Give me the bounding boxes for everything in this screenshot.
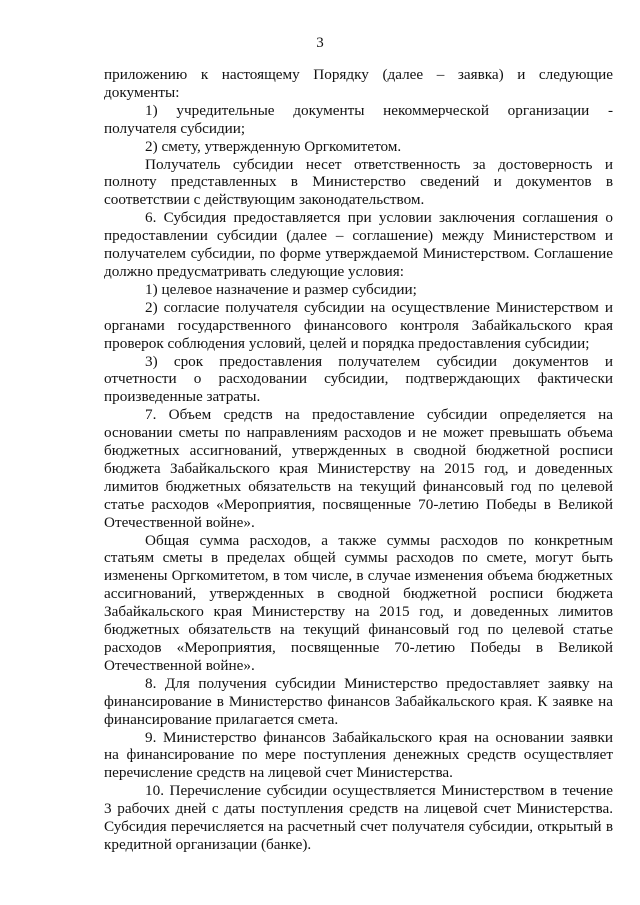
text-line: бюджета Забайкальского края Министерству на 2015 год, и доведенных — [104, 459, 613, 477]
text-line: Субсидия перечисляется на расчетный счет получателя субсидии, открытый в — [104, 818, 613, 836]
text-line: 10. Перечисление субсидии осуществляется Министерством в течение — [145, 782, 613, 800]
text-line: финансирование в Министерство финансов Забайкальского края. К заявке на — [104, 692, 613, 710]
paragraph — [104, 102, 613, 138]
text-line: перечисление средств на лицевой счет Министерства. — [104, 764, 453, 782]
paragraph — [104, 209, 613, 281]
text-line: ассигнований, утвержденных в сводной бюджетной росписи бюджета — [104, 585, 613, 603]
text-line: расходов «Мероприятия, посвященные 70-летию Победы в Великой — [104, 639, 613, 656]
paragraph — [104, 66, 613, 102]
text-line: 1) целевое назначение и размер субсидии; — [145, 280, 417, 298]
text-line: получателя субсидии; — [104, 119, 246, 137]
paragraph — [104, 675, 613, 729]
text-line: Отечественной войне». — [104, 513, 255, 531]
paragraph — [104, 299, 613, 353]
paragraph — [104, 782, 613, 854]
text-line: соответствии с действующим законодательством. — [104, 191, 425, 209]
text-line: полноту представленных в Министерство сведений и документов в — [104, 173, 613, 191]
text-line: лимитов бюджетных обязательств на текущий финансовый год по целевой — [104, 477, 613, 495]
paragraph — [104, 156, 613, 210]
text-line: получателем субсидии, по форме утверждаемой Министерством. Соглашение — [104, 245, 613, 263]
paragraph — [104, 353, 613, 407]
text-line: бюджетных ассигнований, утвержденных в сводной бюджетной росписи — [104, 442, 613, 460]
text-line: отчетности о расходовании субсидии, подтверждающих фактически — [104, 370, 613, 388]
text-line: статье расходов «Мероприятия, посвященные 70-летию Победы в Великой — [104, 495, 613, 513]
paragraph — [104, 138, 613, 156]
text-line: финансирование прилагается смета. — [104, 710, 339, 728]
document-body — [104, 66, 613, 854]
paragraph — [104, 532, 613, 675]
text-line: произведенные затраты. — [104, 388, 261, 406]
text-line: органами государственного финансового контроля Забайкальского края — [104, 316, 613, 334]
text-line: Получатель субсидии несет ответственность за достоверность и — [145, 155, 613, 173]
text-line: статьям сметы в пределах общей суммы расходов по смете, могут быть — [104, 549, 613, 567]
paragraph — [104, 406, 613, 531]
text-line: проверок соблюдения условий, целей и порядка предоставления субсидии; — [104, 334, 590, 352]
text-line: 3) срок предоставления получателем субсидии документов и — [145, 352, 613, 370]
text-line: предоставлении субсидии (далее – соглашение) между Министерством и — [104, 227, 613, 245]
text-line: 2) смету, утвержденную Оргкомитетом. — [145, 137, 402, 155]
paragraph — [104, 281, 613, 299]
text-line: должно предусматривать следующие условия: — [104, 262, 405, 280]
text-line: бюджетных обязательств на текущий финансовый год по целевой статье — [104, 621, 613, 639]
text-line: документы: — [104, 83, 180, 101]
text-line: Забайкальского края Министерству на 2015 год, и доведенных лимитов — [104, 603, 613, 621]
text-line: 3 рабочих дней с даты поступления средств на лицевой счет Министерства. — [104, 800, 613, 818]
text-line: на финансирование по мере поступления денежных средств осуществляет — [104, 746, 613, 764]
text-line: 7. Объем средств на предоставление субсидии определяется на — [145, 406, 613, 424]
text-line: 9. Министерство финансов Забайкальского края на основании заявки — [145, 728, 613, 746]
text-line: Отечественной войне». — [104, 656, 255, 674]
paragraph — [104, 729, 613, 783]
text-line: Общая сумма расходов, а также суммы расходов по конкретным — [145, 531, 613, 549]
text-line: 6. Субсидия предоставляется при условии заключения соглашения о — [145, 209, 613, 227]
text-line: изменены Оргкомитетом, в том числе, в случае изменения объема бюджетных — [104, 567, 613, 585]
text-line: основании сметы по направлениям расходов и не может превышать объема — [104, 424, 613, 442]
text-line: 2) согласие получателя субсидии на осуществление Министерством и — [145, 298, 613, 316]
text-line: 1) учредительные документы некоммерческой организации - — [145, 101, 613, 119]
text-line: приложению к настоящему Порядку (далее – заявка) и следующие — [104, 66, 613, 83]
text-line: кредитной организации (банке). — [104, 835, 312, 853]
text-line: 8. Для получения субсидии Министерство предоставляет заявку на — [145, 674, 613, 692]
page-number: 3 — [316, 35, 324, 51]
